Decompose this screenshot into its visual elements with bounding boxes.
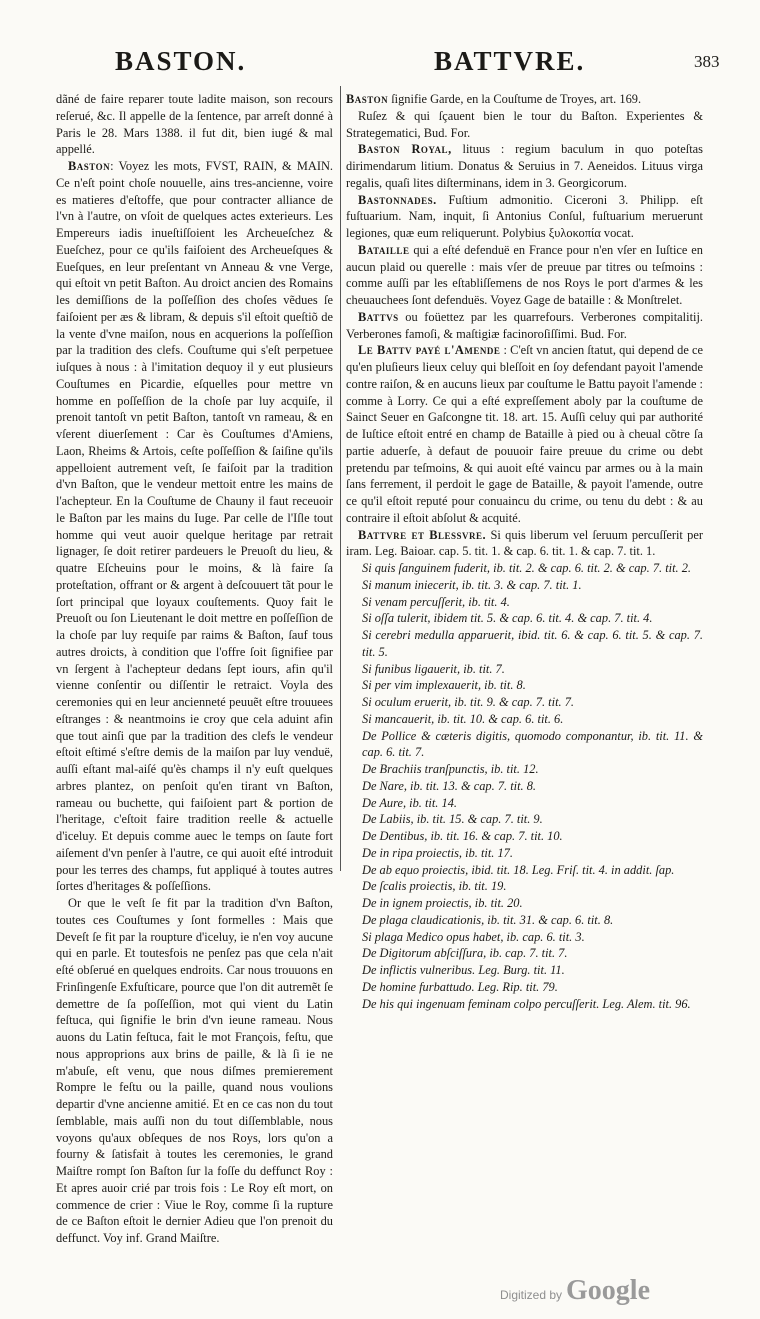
paragraph [56,158,333,895]
citation-line: De inflictis vulneribus. Leg. Burg. tit. 11. [362,963,565,977]
entry-headword: Baston Royal, [358,142,452,157]
entry-headword: Baston [68,159,111,173]
paragraph-text: Fuſtium admonitio. Ciceroni 3. Philipp. eſt fuſtuarium. Nam, inquit, ſi Antonius Conſul, fuſtuarium meruerunt legiones, quæ eum reliquerunt. Polybius ξυλοκοπία vocat. [346,192,703,240]
paragraph [346,342,703,526]
google-logo: Google [566,1275,651,1306]
paragraph [346,242,703,309]
paragraph-text: : Voyez les mots, FVST, RAIN, & MAIN. Ce n'eſt point choſe nouuelle, ains tres-ancienne, voire es matieres d'eſtoffe, que pour contracter alliance de l'vn à l'autre, on vſoit de quelques actes exterieurs. Les Empereurs iadis inueſtiſſoient les Archeueſchez & Eueſchez, pour ce qu'ils faiſoient des Archeueſques & Eueſques, en leur preſentant vn Anneau & vne Verge, qui eſtoit vn petit Baſton. Au droict ancien des Romains les demiſſions de la poſſeſſion des choſes vẽdues ſe faiſoient per æs & libram, & depuis s'il eſtoit queſtiõ de la vente d'vne maiſon, nous en acquerions la poſſeſſion par la tradition des clefs. Couſtume qui s'eſt perpetuee iuſques à nous : à l'imitation dequoy il y eut plusieurs Couſtumes en Picardie, eſquelles pour mettre vn homme en poſſeſſion de la choſe par luy acquiſe, il prenoit tantoſt vn petit Baſton, tantoſt vn rameau, & en vſerent diuerſement : Car ès Couſtumes d'Amiens, Laon, Rheims & Artois, ceſte poſſeſſion & ſaiſine qu'ils appelloient autrement veſt, ſe faiſoit par la tradition d'vn Baſton, que le vendeur mettoit entre les mains de l'achepteur. En la Couſtume de Chauny il faut receuoir le Baſton par les mains du Iuge. Par celle de l'Iſle tout homme qui veut auoir quelque heritage par retrait lignager, ſe doit retirer pardeuers le Preuoſt du lieu, & quatre Eſcheuins pour le moins, & là faire ſa proteſtation, offrant or & argent à deſcouuert tãt pour le ſort principal que loyaux couſtements. Quoy fait le Preuoſt ou ſon Lieutenant le doit mettre en poſſeſſion de la choſe par luy requiſe par raims & Baſton, ſauf tous autres droicts, à condition que l'offre ſoit ſignifiee par vn ſergent à l'achepteur dedans ſept iours, afin qu'il vienne conſentir ou diſſentir le retraict. Voyla des ceremonies qui en leur ancienneté peuuẽt eſtre trouuees eſtranges : & neantmoins ie croy que cela aduint afin que tout ainſi que par la tradition des clefs le vendeur eſtoit eſtimé s'eſtre demis de la maiſon par luy venduë, auſſi eſtant mal-aiſé qu'ès champs il n'y euſt quelques arbres plantez, on penſoit qu'en tirant vn Baſton, rameau ou buchette, qui faiſoient part & portion de l'heritage, c'eſtoit faire tradition reelle & actuelle d'iceluy. Et depuis comme auec le temps on ſaute fort aiſement d'vn penſer à l'autre, ce qui auoit eſté introduit pour les terres des champs, fut appliqué à toutes autres ſortes d'heritages & poſſeſſions. [56,159,333,894]
entry-headword: Bataille [358,242,410,257]
paragraph-text: qui a eſté defenduë en France pour n'en vſer en Iuſtice en aucun plaid ou querelle : mais vſer de preuue par titres ou teſmoins : comme auſſi par les eſtabliſſemens de nos Roys le port d'armes & les cheuauchees ſont defenduës. Voyez Gage de bataille : & Monſtrelet. [346,242,703,307]
citation-line: Si funibus ligauerit, ib. tit. 7. [362,661,505,676]
citation-line: Si plaga Medico opus habet, ib. cap. 6. tit. 3. [362,929,585,944]
entry-headword: Battvre et Blessvre. [358,527,487,542]
citation-line: De Aure, ib. tit. 14. [362,795,457,810]
running-head-left: BASTON. [115,46,247,76]
paragraph-text: Or que le veſt ſe fit par la tradition d'vn Baſton, toutes ces Couſtumes y ſont formelles : Mais que Deveſt ſe fit par la roupture d'iceluy, ie n'en voy aucune qui en parle. Et toutesfois ne penſez pas que cela n'ait eſté obſerué en quelques endroits. Car nous trouuons en Frinſingenſe Exfuſticare, pource que l'on dit autremẽt ſe demettre de ſa poſſeſſion, mot qui vient du Latin feſtuca, qui ſignifie le brin d'vn ieune rameau. Nous auons du Latin feſtuca, fait le mot François, feſtu, que nous approprions aux brins de paille, & là ſi ie ne m'abuſe, eſt venu, que nous diſmes premierement Rompre le feſtu ou la paille, quand nous voulions departir d'vne ancienne amitié. Et en ce cas non du tout ſemblable, mais auſſi non du tout diſſemblable, nous voyons qu'aux obſeques de nos Roys, lors qu'on a fourny & ſatisfait à toutes les ceremonies, le grand Maiſtre rompt ſon Baſton ſur la foſſe du deffunct Roy : Et apres auoir crié par trois fois : Le Roy eſt mort, on commence de crier : Viue le Roy, comme ſi la rupture de ce Baſton eſtoit le dernier Adieu que l'on prenoit du deffunct. Voy inf. Grand Maiſtre. [56,896,333,1245]
paragraph [346,192,703,242]
paragraph [346,141,703,191]
right-column [346,91,703,1012]
citation-line: Si mancauerit, ib. tit. 10. & cap. 6. tit. 6. [362,711,564,726]
entry-headword: Bastonnades. [358,192,437,207]
citation-line: De plaga claudicationis, ib. tit. 31. & cap. 6. tit. 8. [362,912,614,927]
entry-headword: Le Battv payé l'Amende [358,343,501,358]
citation-line: De Brachiis tranſpunctis, ib. tit. 12. [362,762,539,776]
page-number: 383 [694,52,720,71]
citation-line: Si oſſa tulerit, ibidem tit. 5. & cap. 6. tit. 4. & cap. 7. tit. 4. [362,611,653,626]
paragraph-text: : C'eſt vn ancien ſtatut, qui depend de ce qu'en pluſieurs lieux celuy qui bleſſoit en ſoy defendant payoit l'amende contre raiſon, & en aucuns lieux par couſtume le Battu payoit l'amende : comme à Lorry. Ce qui a eſté expreſſement aboly par la couſtume de Sainct Seuer en Gaſcongne tit. 18. art. 15. Auſſi celuy qui par authorité de Iuſtice eſtoit entré en champ de Bataille à pied ou à cheual cõtre ſa partie aduerſe, à defaut de pouuoir faire preuue du crime ou debt pretendu par teſmoins, & qui auoit eſté vaincu par armes ou à la main ſans ferrement, il perdoit le gage de Bataille, & payoit l'amende, outre ce qu'il eſtoit reputé pour conuaincu du crime, ou tenu du debt : & au contraire il eſtoit abſolut & acquité. [346,343,704,525]
paragraph-text: lituus : regium baculum in quo poteſtas dirimendarum litium. Donatus & Seruius in 7. Aeneidos. Lituus virga regalis, quaſi lites diſterminans, idem in 3. Georgicorum. [346,142,703,190]
paragraph [56,895,333,1247]
citation-line: De Labiis, ib. tit. 15. & cap. 7. tit. 9. [362,812,543,827]
paragraph [346,108,703,142]
column-rule [340,86,341,871]
citation-line: De in ignem proiectis, ib. tit. 20. [362,896,523,910]
citation-line: Si manum iniecerit, ib. tit. 3. & cap. 7. tit. 1. [362,577,582,592]
citation-line: De Digitorum abſciſſura, ib. cap. 7. tit. 7. [362,946,568,961]
citation-line: De Pollice & cæteris digitis, quomodo componantur, ib. tit. 11. & cap. 6. tit. 7. [362,728,703,760]
citation-line: De Nare, ib. tit. 13. & cap. 7. tit. 8. [362,778,537,793]
citation-line: Si per vim implexauerit, ib. tit. 8. [362,678,526,693]
watermark-prefix: Digitized by [500,1288,563,1302]
citation-line: Si oculum eruerit, ib. tit. 9. & cap. 7. tit. 7. [362,695,575,709]
paragraph-text: ſignifie Garde, en la Couſtume de Troyes, art. 169. [388,92,642,106]
paragraph [346,309,703,343]
paragraph [346,91,703,108]
entry-headword: Battvs [358,309,399,324]
citation-line: De Dentibus, ib. tit. 16. & cap. 7. tit. 10. [362,829,563,843]
paragraph [56,91,333,158]
citation-line: De his qui ingenuam feminam colpo percuſſerit. Leg. Alem. tit. 96. [362,996,691,1011]
paragraph-text: Ruſez & qui ſçauent bien le tour du Baſton. Experientes & Strategematici, Bud. For. [346,108,703,140]
citation-line: De ſcalis proiectis, ib. tit. 19. [362,879,507,894]
citation-line: Si quis ſanguinem fuderit, ib. tit. 2. & cap. 6. tit. 2. & cap. 7. tit. 2. [362,561,692,575]
paragraph [346,527,703,561]
citation-line: Si cerebri medulla apparuerit, ibid. tit. 6. & cap. 6. tit. 5. & cap. 7. tit. 5. [362,628,703,659]
citation-line: De homine furbattudo. Leg. Rip. tit. 79. [362,979,558,994]
citation-line: Si venam percuſſerit, ib. tit. 4. [362,594,510,609]
left-column [56,91,333,1247]
citation-line: De in ripa proiectis, ib. tit. 17. [362,845,513,860]
running-head-right: BATTVRE. [434,46,586,76]
paragraph-text: dãné de faire reparer toute ladite maison, son recours reſerué, &c. Il appelle de la ſentence, par arreſt donné à Paris le 28. Mars 1388. il fut dit, bien iugé & mal appellé. [56,92,333,157]
citation-line: De ab equo proiectis, ibid. tit. 18. Leg. Friſ. tit. 4. in addit. ſap. [362,862,675,877]
paragraph-text: Si quis liberum vel ſeruum percuſſerit per iram. Leg. Baioar. cap. 5. tit. 1. & cap. 6. tit. 1. & cap. 7. tit. 1. [346,527,704,559]
entry-headword: Baston [346,92,389,106]
paragraph-text: ou foüettez par les quarrefours. Verberones compitalitij. Verberones famoſi, & maſtigiæ facinoroſiſſimi. Bud. For. [346,309,703,341]
digitized-by-watermark [500,1275,650,1307]
